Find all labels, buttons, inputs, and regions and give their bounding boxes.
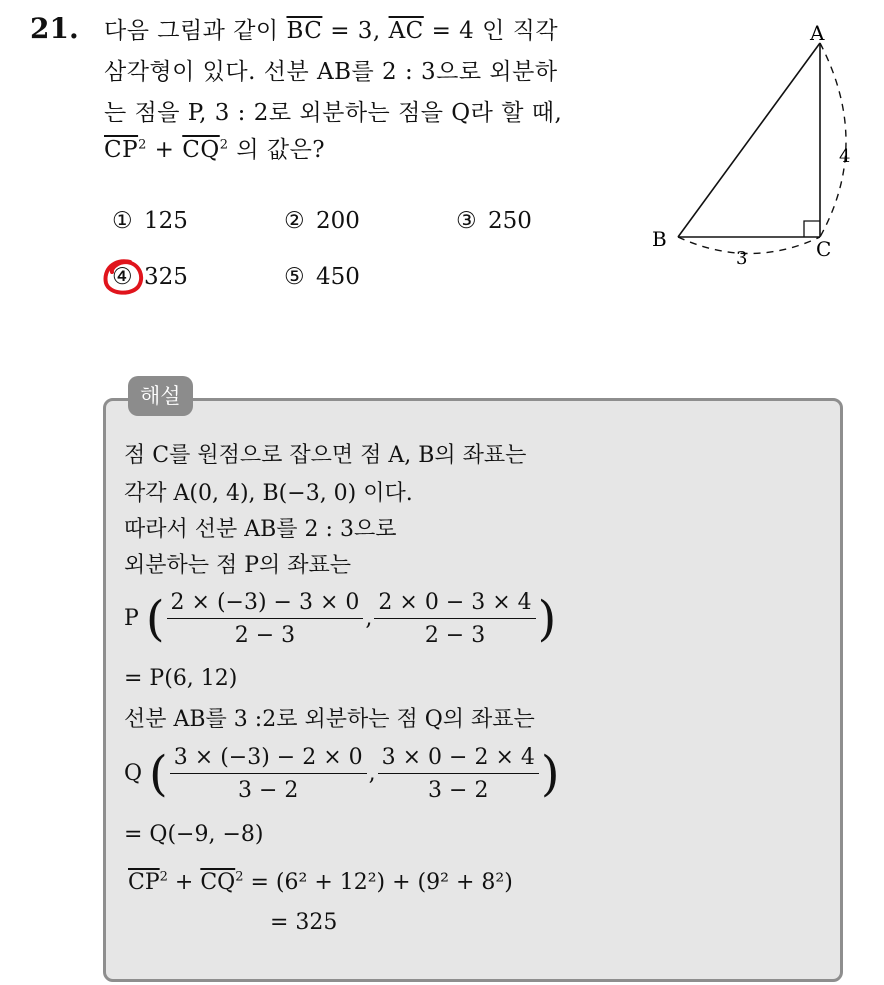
- explanation-tag: 해설: [128, 376, 193, 416]
- fraction-q-x: $\frac{3 \times (-3) - 2 \times 0}{3 - 2}$: [170, 745, 367, 803]
- segment-cp: $\overline{CP}$: [104, 137, 139, 163]
- vertex-a-label: A: [810, 21, 825, 45]
- choice-4-mark: ④: [112, 264, 133, 290]
- choice-1[interactable]: [112, 208, 188, 234]
- choice-2-mark: ②: [284, 208, 305, 234]
- choice-5-mark: ⑤: [284, 264, 305, 290]
- explanation-line-9: = Q(−9, −8): [124, 822, 264, 847]
- explanation-line-6: = P(6, 12): [124, 666, 238, 691]
- explanation-line-2: 각각 A(0, 4), B(−3, 0) 이다.: [124, 481, 413, 506]
- segment-ac: $\overline{AC}$: [388, 18, 424, 44]
- side-ac-length: 4: [839, 146, 851, 167]
- explanation-line-11: = 325: [270, 910, 338, 935]
- choice-2-value: 200: [316, 208, 360, 234]
- segment-cq: $\overline{CQ}$: [182, 137, 220, 163]
- choice-1-mark: ①: [112, 208, 133, 234]
- explanation-line-1: 점 C를 원점으로 잡으면 점 A, B의 좌표는: [124, 443, 527, 468]
- right-angle-mark: [804, 221, 820, 237]
- fraction-q-y: $\frac{3 \times 0 - 2 \times 4}{3 - 2}$: [378, 745, 539, 803]
- question-line-2: 삼각형이 있다. 선분 AB를 2 : 3으로 외분하: [104, 59, 558, 85]
- fraction-p-x: $\frac{2 \times (-3) - 3 \times 0}{2 - 3}$: [167, 590, 364, 648]
- segment-bc: $\overline{BC}$: [286, 18, 323, 44]
- explanation-line-7: 선분 AB를 3 :2로 외분하는 점 Q의 좌표는: [124, 707, 535, 732]
- vertex-b-label: B: [652, 227, 667, 251]
- side-bc-dashed-arc: [678, 237, 820, 254]
- explanation-line-3: 따라서 선분 AB를 2 : 3으로: [124, 517, 397, 542]
- answer-circle-mark: [100, 256, 146, 298]
- choice-4-value: 325: [144, 264, 188, 290]
- choice-3-value: 250: [488, 208, 532, 234]
- side-ab: [678, 43, 820, 237]
- choice-5-value: 450: [316, 264, 360, 290]
- question-number: 21.: [30, 12, 79, 45]
- question-line-1: 다음 그림과 같이 $\overline{BC} = 3$, $\overline{AC} = 4$ 인 직각: [104, 18, 559, 44]
- fraction-p-y: $\frac{2 \times 0 - 3 \times 4}{2 - 3}$: [374, 590, 535, 648]
- side-bc-length: 3: [736, 248, 748, 268]
- question-line-3: 는 점을 P, 3 : 2로 외분하는 점을 Q라 할 때,: [104, 100, 563, 126]
- question-line-4: $\overline{CP}^2 + \overline{CQ}^2$ 의 값은?: [104, 137, 326, 163]
- side-ac-dashed-arc: [820, 43, 846, 237]
- choice-1-value: 125: [144, 208, 188, 234]
- vertex-c-label: C: [816, 237, 832, 261]
- choice-5[interactable]: [284, 264, 360, 290]
- formula-p: P ( $\frac{2 \times (-3) - 3 \times 0}{2 - 3}$ , $\frac{2 \times 0 - 3 \times 4}{2 - 3}$ ): [124, 590, 557, 648]
- choice-3[interactable]: [456, 208, 532, 234]
- choice-2[interactable]: [284, 208, 360, 234]
- choice-3-mark: ③: [456, 208, 477, 234]
- triangle-diagram: [640, 18, 870, 268]
- explanation-line-10: $\overline{CP}^2 + \overline{CQ}^2 = (6^2 + 12^2) + (9^2 + 8^2)$: [128, 869, 513, 895]
- formula-q: Q ( $\frac{3 \times (-3) - 2 \times 0}{3 - 2}$ , $\frac{3 \times 0 - 2 \times 4}{3 - 2}$ ): [124, 745, 560, 803]
- explanation-line-4: 외분하는 점 P의 좌표는: [124, 553, 352, 578]
